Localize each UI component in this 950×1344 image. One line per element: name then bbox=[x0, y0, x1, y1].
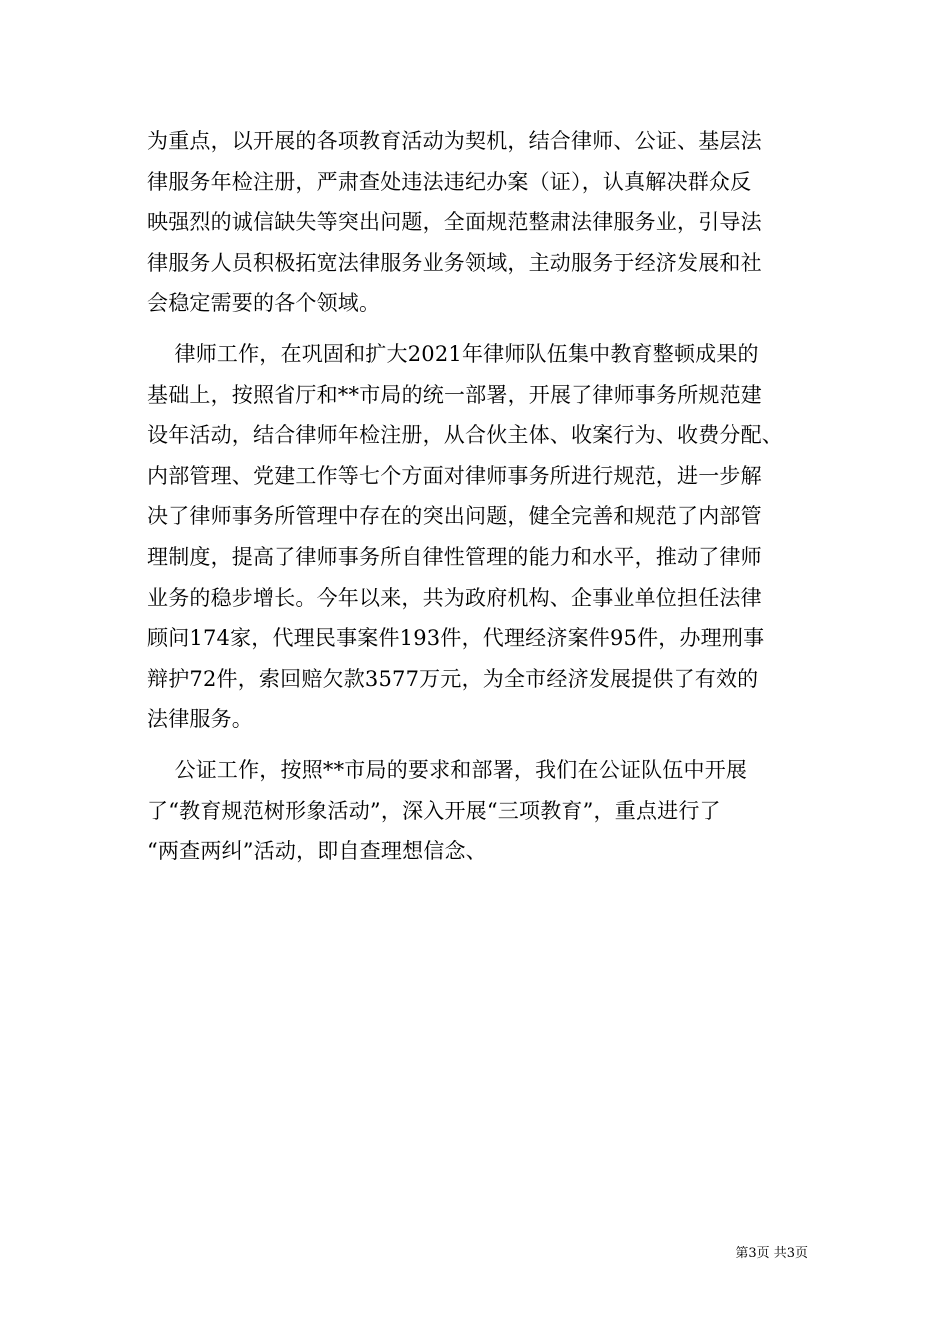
text-line: 内部管理、党建工作等七个方面对律师事务所进行规范，进一步解 bbox=[147, 463, 762, 488]
document-body bbox=[147, 121, 807, 872]
paragraph-1 bbox=[147, 121, 807, 324]
page-number-footer: 第3页 共3页 bbox=[735, 1246, 808, 1261]
text-line: 公证工作，按照**市局的要求和部署，我们在公证队伍中开展 bbox=[147, 757, 748, 782]
text-line: 顾问174家，代理民事案件193件，代理经济案件95件，办理刑事 bbox=[147, 626, 765, 651]
text-line: 映强烈的诚信缺失等突出问题，全面规范整肃法律服务业，引导法 bbox=[147, 210, 762, 235]
text-line: 辩护72件，索回赔欠款3577万元，为全市经济发展提供了有效的 bbox=[147, 666, 759, 691]
text-line: 设年活动，结合律师年检注册，从合伙主体、收案行为、收费分配、 bbox=[147, 423, 783, 448]
text-line: 了“教育规范树形象活动”，深入开展“三项教育”，重点进行了 bbox=[147, 798, 721, 823]
text-line: 业务的稳步增长。今年以来，共为政府机构、企事业单位担任法律 bbox=[147, 585, 762, 610]
text-line: 基础上，按照省厅和**市局的统一部署，开展了律师事务所规范建 bbox=[147, 382, 762, 407]
text-line: 律服务年检注册，严肃查处违法违纪办案（证），认真解决群众反 bbox=[147, 169, 752, 194]
text-line: 决了律师事务所管理中存在的突出问题，健全完善和规范了内部管 bbox=[147, 504, 762, 529]
paragraph-2 bbox=[147, 334, 807, 740]
text-line: 为重点，以开展的各项教育活动为契机，结合律师、公证、基层法 bbox=[147, 129, 762, 153]
text-line: 理制度，提高了律师事务所自律性管理的能力和水平，推动了律师 bbox=[147, 544, 762, 569]
text-line: 会稳定需要的各个领域。 bbox=[147, 291, 381, 316]
text-line: 法律服务。 bbox=[147, 707, 253, 732]
paragraph-3 bbox=[147, 750, 807, 872]
paragraph-gap bbox=[147, 324, 807, 334]
text-line: 律服务人员积极拓宽法律服务业务领域，主动服务于经济发展和社 bbox=[147, 250, 762, 275]
paragraph-gap bbox=[147, 740, 807, 750]
text-line: “两查两纠”活动，即自查理想信念、 bbox=[147, 839, 487, 864]
text-line: 律师工作，在巩固和扩大2021年律师队伍集中教育整顿成果的 bbox=[147, 341, 759, 366]
